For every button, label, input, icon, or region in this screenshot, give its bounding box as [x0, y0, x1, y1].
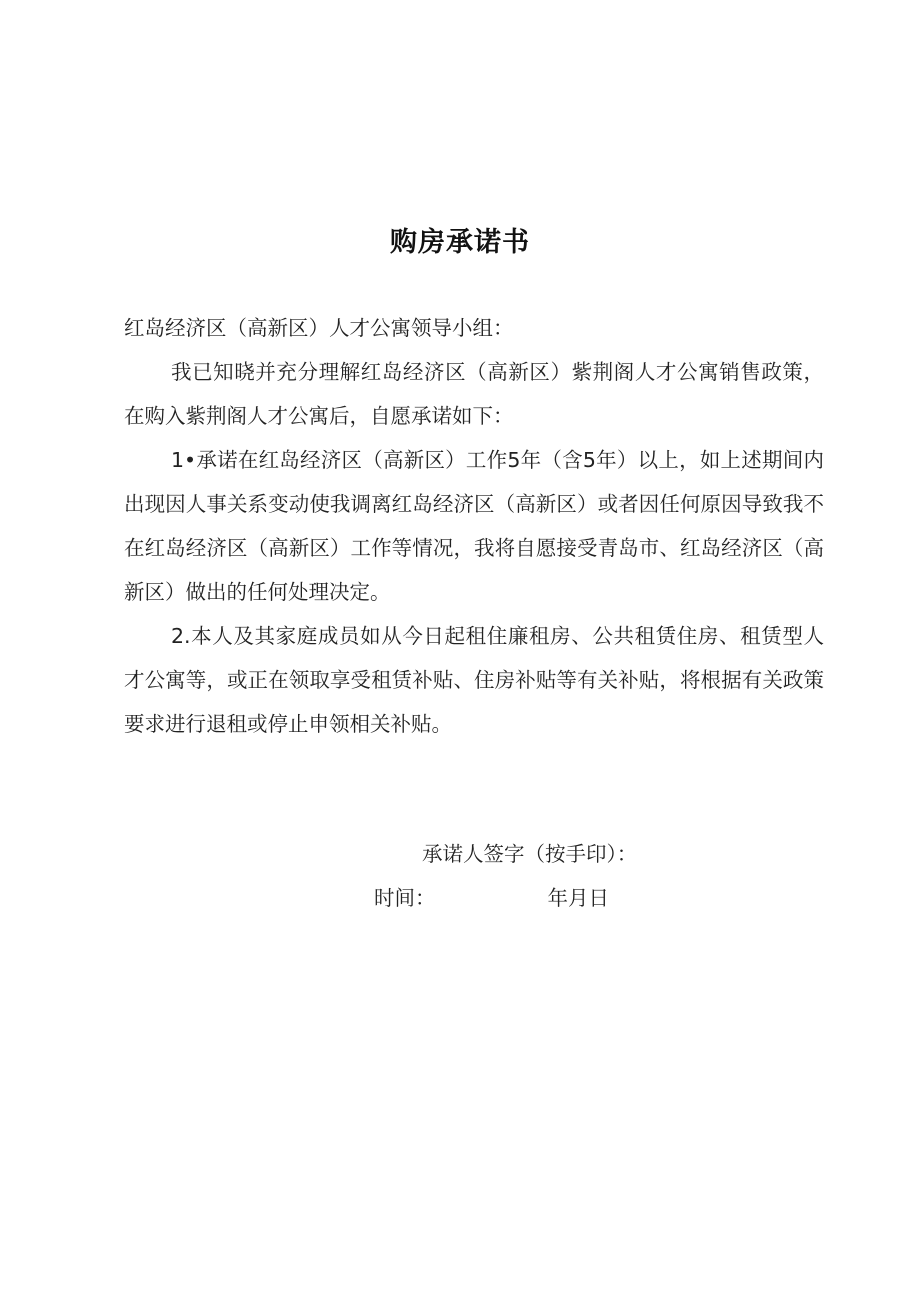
salutation: 红岛经济区（高新区）人才公寓领导小组：: [124, 316, 514, 340]
date-label: 时间：: [374, 886, 436, 910]
paragraph-intro: 我已知晓并充分理解红岛经济区（高新区）紫荆阁人才公寓销售政策，在购入紫荆阁人才公寓后，自愿承诺如下：: [124, 360, 824, 428]
date-line: [374, 880, 609, 916]
document-title: 购房承诺书: [390, 227, 530, 258]
paragraph-commitment-1: 1•承诺在红岛经济区（高新区）工作5年（含5年）以上，如上述期间内出现因人事关系变动使我调离红岛经济区（高新区）或者因任何原因导致我不在红岛经济区（高新区）工作等情况，我将自愿接受青岛市、红岛经济区（高新区）做出的任何处理决定。: [124, 448, 824, 604]
paragraph-commitment-2: 2.本人及其家庭成员如从今日起租住廉租房、公共租赁住房、租赁型人才公寓等，或正在领取享受租赁补贴、住房补贴等有关补贴，将根据有关政策要求进行退租或停止申领相关补贴。: [124, 624, 824, 736]
date-suffix: 年月日: [547, 886, 609, 910]
signature-label: 承诺人签字（按手印）：: [422, 842, 638, 866]
signature-line: [422, 836, 637, 872]
